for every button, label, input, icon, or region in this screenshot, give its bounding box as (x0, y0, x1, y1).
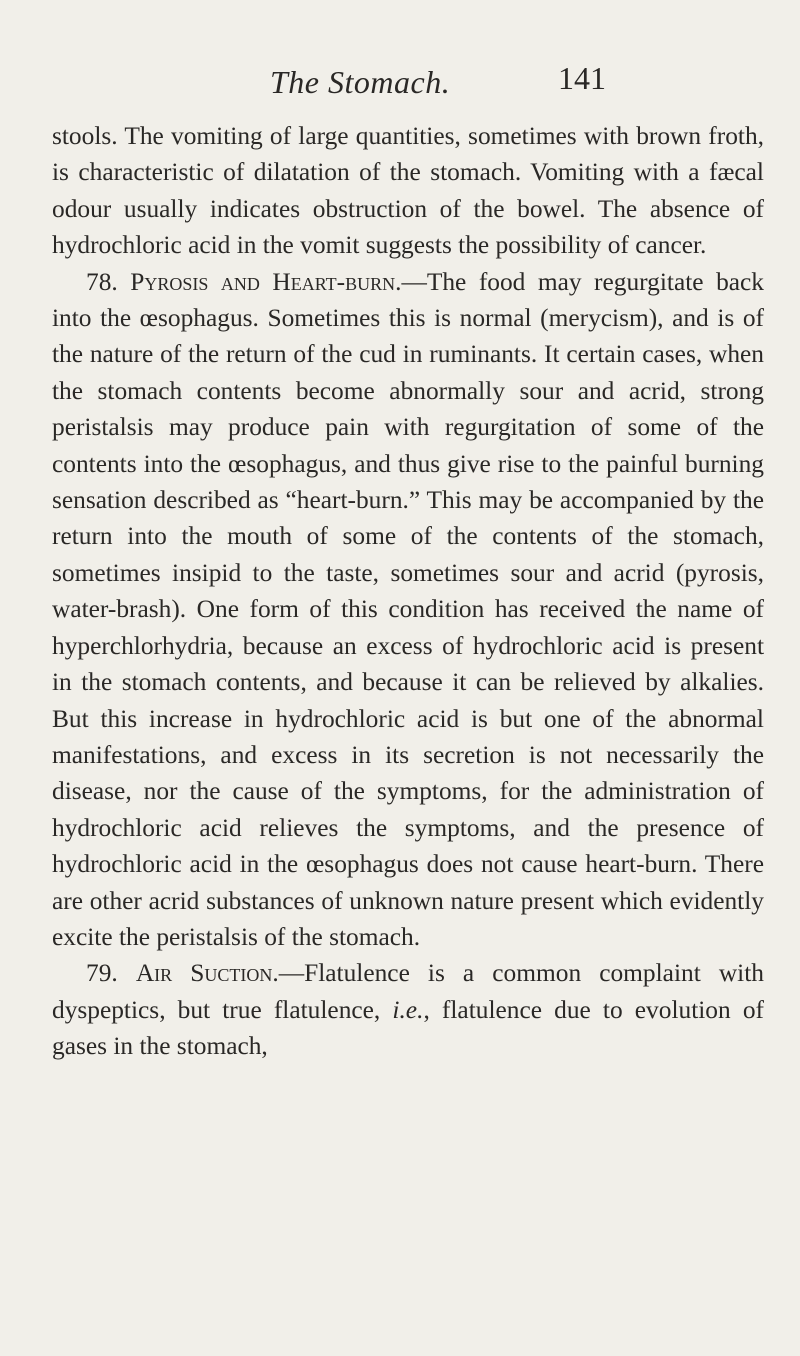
section-text: —Flatulence is a common complaint with dyspeptics, but true flatulence, (52, 959, 764, 1024)
italic-abbreviation: i.e. (392, 995, 424, 1024)
paragraph-continuation (52, 118, 764, 264)
running-title: The Stomach. (270, 64, 451, 100)
section-number: 78. (86, 267, 118, 296)
section-text: —The food may regurgitate back into the œsophagus. Sometimes this is normal (merycism), and is of the nature of the return of the cud in ruminants. It certain cases, when the stomach contents become abnormally sour and acrid, strong peristalsis may produce pain with regurgitation of some of the contents into the œsophagus, and thus give rise to the painful burning sensation described as “heart-burn.” This may be accompanied by the return into the mouth of some of the contents of the stomach, sometimes insipid to the taste, sometimes sour and acrid (pyrosis, water-brash). One form of this condition has received the name of hyperchlorhydria, because an excess of hydrochloric acid is present in the stomach contents, and because it can be relieved by alkalies. But this increase in hydrochloric acid is but one of the abnormal manifestations, and excess in its secretion is not necessarily the disease, nor the cause of the symptoms, for the administration of hydrochloric acid relieves the symptoms, and the presence of hydrochloric acid in the œsophagus does not cause heart-burn. There are other acrid substances of unknown nature present which evidently excite the peristalsis of the stomach. (52, 267, 764, 951)
running-head (0, 60, 800, 110)
section-heading: Pyrosis and Heart-burn. (130, 267, 402, 296)
section-79 (52, 955, 764, 1064)
section-text-end: , flatulence due to evolution of gases in the stomach, (52, 995, 764, 1061)
section-heading: Air Suction. (135, 959, 279, 988)
paragraph-text: stools. The vomiting of large quantities, sometimes with brown froth, is characteristic of dilatation of the stomach. Vomiting with a fæcal odour usually indicates obstruction of the bowel. The absence of hydrochloric acid in the vomit suggests the possibility of cancer. (52, 122, 764, 260)
section-number: 79. (86, 959, 118, 988)
page-number: 141 (558, 60, 606, 96)
body-text (52, 118, 764, 1065)
section-78 (52, 264, 764, 956)
